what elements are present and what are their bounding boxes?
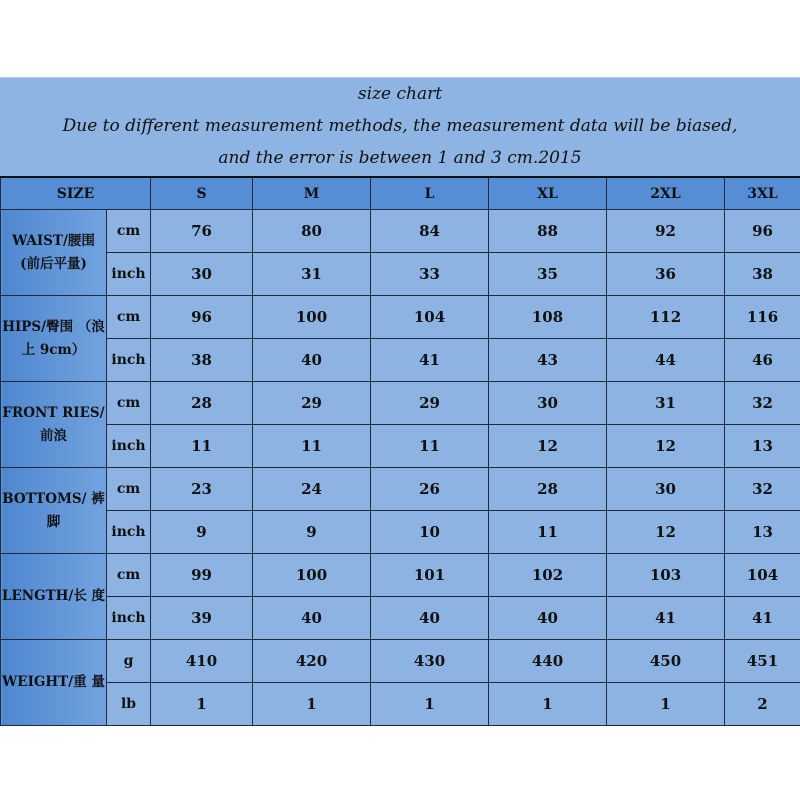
value-cell: 11 xyxy=(371,425,489,468)
value-cell: 76 xyxy=(151,210,253,253)
size-table xyxy=(0,176,800,726)
value-cell: 10 xyxy=(371,511,489,554)
size-col-2xl: 2XL xyxy=(607,177,725,210)
unit-cell: cm xyxy=(107,554,151,597)
measurement-label: LENGTH/长 度 xyxy=(1,554,107,640)
table-row xyxy=(1,554,800,597)
value-cell: 1 xyxy=(489,683,607,726)
value-cell: 32 xyxy=(725,468,800,511)
value-cell: 450 xyxy=(607,640,725,683)
value-cell: 112 xyxy=(607,296,725,339)
value-cell: 13 xyxy=(725,425,800,468)
value-cell: 38 xyxy=(725,253,800,296)
value-cell: 104 xyxy=(725,554,800,597)
title-box xyxy=(0,77,800,176)
value-cell: 46 xyxy=(725,339,800,382)
table-row xyxy=(1,468,800,511)
value-cell: 84 xyxy=(371,210,489,253)
table-row xyxy=(1,296,800,339)
value-cell: 30 xyxy=(151,253,253,296)
value-cell: 30 xyxy=(607,468,725,511)
value-cell: 410 xyxy=(151,640,253,683)
value-cell: 12 xyxy=(607,425,725,468)
unit-cell: cm xyxy=(107,296,151,339)
unit-cell: inch xyxy=(107,339,151,382)
header-row xyxy=(1,177,800,210)
value-cell: 11 xyxy=(489,511,607,554)
value-cell: 33 xyxy=(371,253,489,296)
value-cell: 9 xyxy=(253,511,371,554)
measurement-label: BOTTOMS/ 裤脚 xyxy=(1,468,107,554)
table-row xyxy=(1,597,800,640)
value-cell: 2 xyxy=(725,683,800,726)
value-cell: 32 xyxy=(725,382,800,425)
measurement-label: HIPS/臀围 （浪上 9cm） xyxy=(1,296,107,382)
value-cell: 29 xyxy=(253,382,371,425)
value-cell: 103 xyxy=(607,554,725,597)
table-row xyxy=(1,640,800,683)
value-cell: 12 xyxy=(607,511,725,554)
value-cell: 41 xyxy=(607,597,725,640)
table-row xyxy=(1,683,800,726)
note-line-1: Due to different measurement methods, the measurement data will be biased, xyxy=(62,116,738,136)
table-row xyxy=(1,511,800,554)
value-cell: 440 xyxy=(489,640,607,683)
value-cell: 11 xyxy=(253,425,371,468)
value-cell: 13 xyxy=(725,511,800,554)
value-cell: 40 xyxy=(489,597,607,640)
value-cell: 88 xyxy=(489,210,607,253)
value-cell: 420 xyxy=(253,640,371,683)
value-cell: 40 xyxy=(253,597,371,640)
value-cell: 451 xyxy=(725,640,800,683)
value-cell: 1 xyxy=(253,683,371,726)
value-cell: 39 xyxy=(151,597,253,640)
unit-cell: inch xyxy=(107,511,151,554)
value-cell: 9 xyxy=(151,511,253,554)
unit-cell: inch xyxy=(107,425,151,468)
table-row xyxy=(1,210,800,253)
value-cell: 99 xyxy=(151,554,253,597)
unit-cell: cm xyxy=(107,210,151,253)
value-cell: 11 xyxy=(151,425,253,468)
measurement-label: WEIGHT/重 量 xyxy=(1,640,107,726)
size-col-s: S xyxy=(151,177,253,210)
value-cell: 40 xyxy=(371,597,489,640)
unit-cell: lb xyxy=(107,683,151,726)
value-cell: 430 xyxy=(371,640,489,683)
chart-title: size chart xyxy=(357,84,443,104)
value-cell: 41 xyxy=(725,597,800,640)
value-cell: 35 xyxy=(489,253,607,296)
unit-cell: cm xyxy=(107,382,151,425)
value-cell: 40 xyxy=(253,339,371,382)
value-cell: 102 xyxy=(489,554,607,597)
size-chart xyxy=(0,77,800,726)
note-line-2: and the error is between 1 and 3 cm.2015 xyxy=(218,148,582,168)
value-cell: 29 xyxy=(371,382,489,425)
measurement-label: FRONT RIES/前浪 xyxy=(1,382,107,468)
value-cell: 104 xyxy=(371,296,489,339)
table-row xyxy=(1,339,800,382)
value-cell: 12 xyxy=(489,425,607,468)
value-cell: 24 xyxy=(253,468,371,511)
size-col-l: L xyxy=(371,177,489,210)
table-row xyxy=(1,382,800,425)
value-cell: 100 xyxy=(253,296,371,339)
value-cell: 28 xyxy=(489,468,607,511)
value-cell: 26 xyxy=(371,468,489,511)
value-cell: 92 xyxy=(607,210,725,253)
size-header: SIZE xyxy=(1,177,151,210)
value-cell: 80 xyxy=(253,210,371,253)
value-cell: 116 xyxy=(725,296,800,339)
value-cell: 96 xyxy=(725,210,800,253)
value-cell: 38 xyxy=(151,339,253,382)
table-row xyxy=(1,425,800,468)
size-col-m: M xyxy=(253,177,371,210)
size-col-3xl: 3XL xyxy=(725,177,800,210)
value-cell: 100 xyxy=(253,554,371,597)
value-cell: 31 xyxy=(253,253,371,296)
value-cell: 108 xyxy=(489,296,607,339)
value-cell: 30 xyxy=(489,382,607,425)
unit-cell: inch xyxy=(107,253,151,296)
unit-cell: cm xyxy=(107,468,151,511)
value-cell: 31 xyxy=(607,382,725,425)
value-cell: 41 xyxy=(371,339,489,382)
value-cell: 44 xyxy=(607,339,725,382)
unit-cell: g xyxy=(107,640,151,683)
value-cell: 1 xyxy=(151,683,253,726)
value-cell: 101 xyxy=(371,554,489,597)
size-col-xl: XL xyxy=(489,177,607,210)
table-row xyxy=(1,253,800,296)
value-cell: 1 xyxy=(371,683,489,726)
value-cell: 28 xyxy=(151,382,253,425)
unit-cell: inch xyxy=(107,597,151,640)
measurement-label: WAIST/腰围 (前后平量) xyxy=(1,210,107,296)
value-cell: 96 xyxy=(151,296,253,339)
value-cell: 43 xyxy=(489,339,607,382)
value-cell: 36 xyxy=(607,253,725,296)
value-cell: 1 xyxy=(607,683,725,726)
value-cell: 23 xyxy=(151,468,253,511)
